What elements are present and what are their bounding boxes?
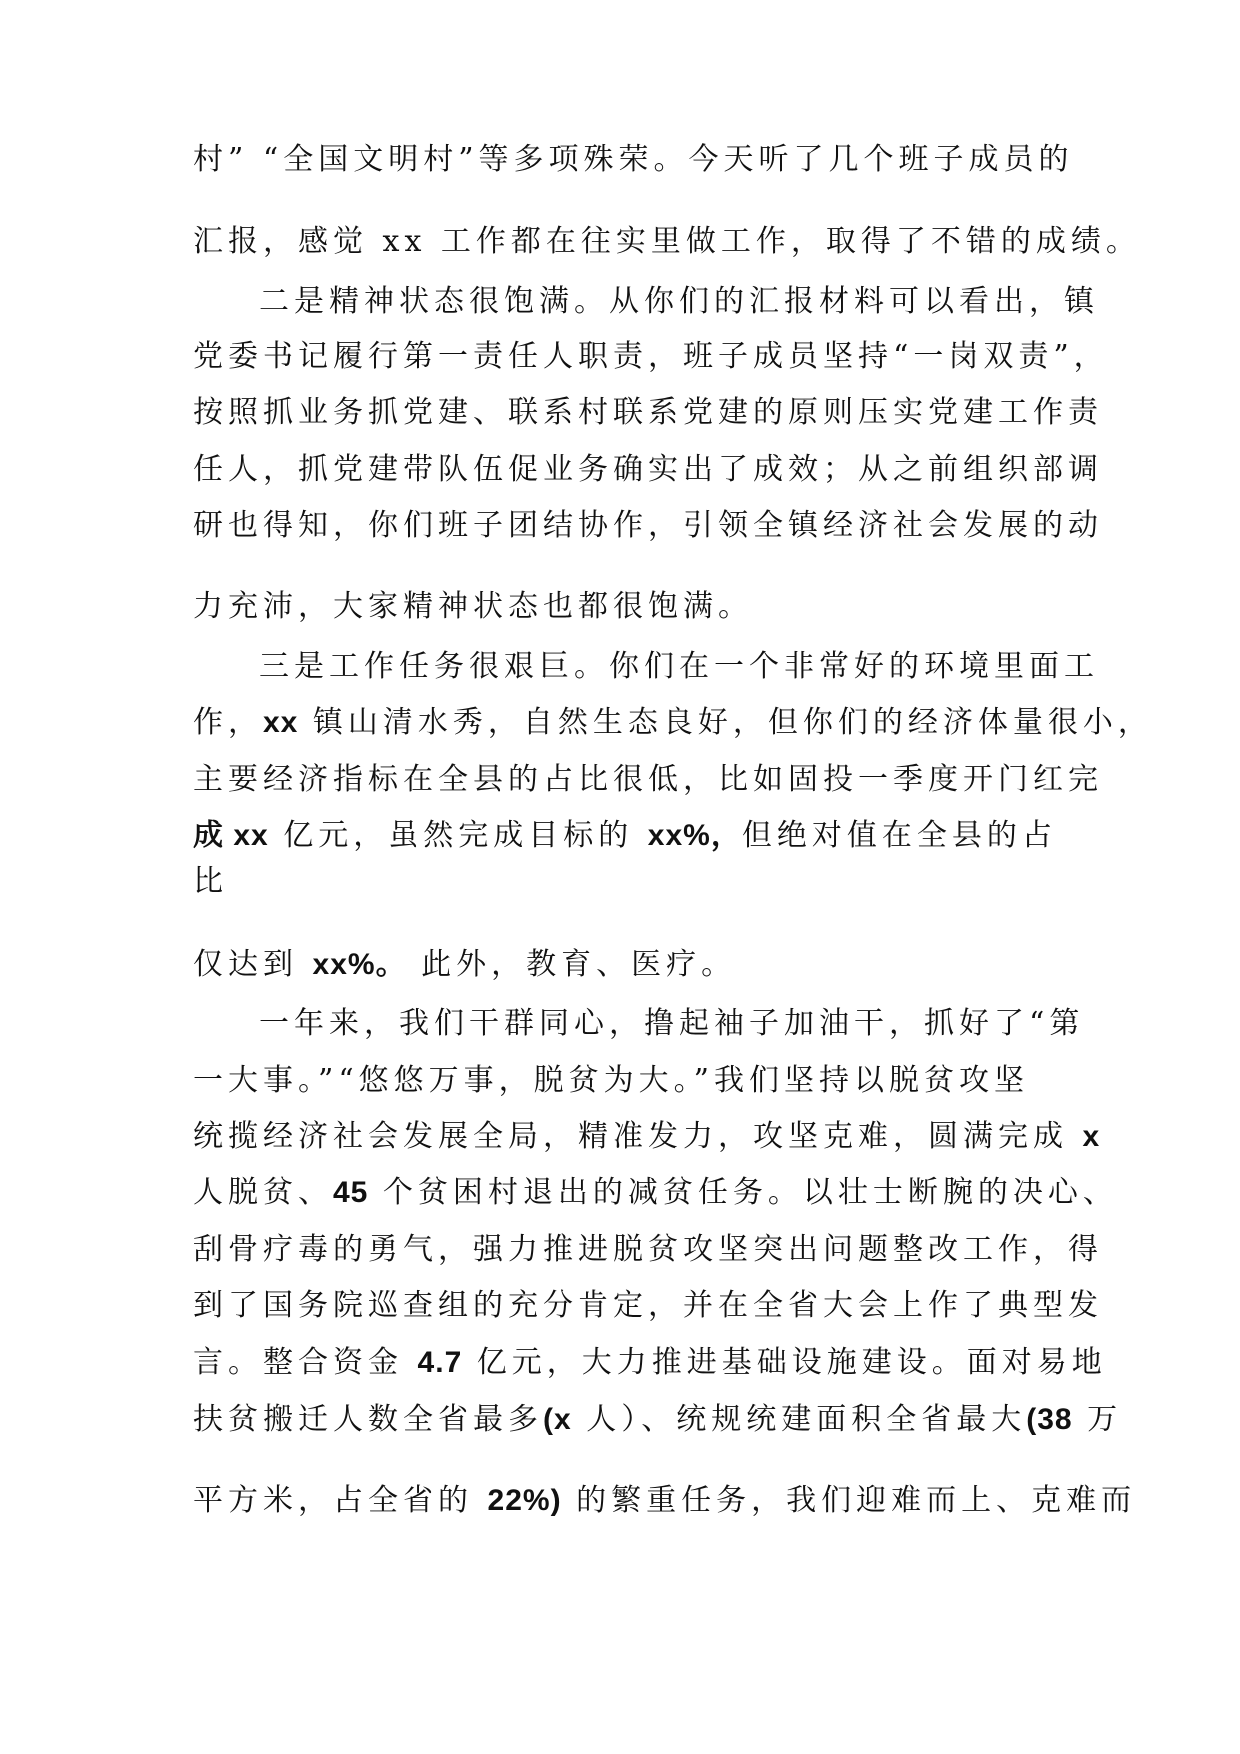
text-line: 成 xx 亿元，虽然完成目标的 xx%，但绝对值在全县的占 — [193, 818, 1057, 853]
text-line: 作，xx 镇山清水秀，自然生态良好，但你们的经济体量很小， — [193, 705, 1153, 740]
text-line: 人脱贫、45 个贫困村退出的减贫任务。以壮士断腕的决心、 — [193, 1175, 1118, 1210]
text-line: 主要经济指标在全县的占比很低，比如固投一季度开门红完 — [193, 762, 1103, 797]
text-line: 言。整合资金 4.7 亿元，大力推进基础设施建设。面对易地 — [193, 1345, 1107, 1380]
text-line: 到了国务院巡查组的充分肯定，并在全省大会上作了典型发 — [193, 1288, 1103, 1323]
paragraph-first-line: 三是工作任务很艰巨。你们在一个非常好的环境里面工 — [259, 649, 1099, 684]
text-line: 汇报，感觉 xx 工作都在往实里做工作，取得了不错的成绩。 — [193, 224, 1141, 259]
text-line: 统揽经济社会发展全局，精准发力，攻坚克难，圆满完成 x — [193, 1119, 1101, 1154]
text-line: 扶贫搬迁人数全省最多(x 人）、统规统建面积全省最大(38 万 — [193, 1402, 1123, 1437]
paragraph-first-line: 一年来，我们干群同心，撸起袖子加油干，抓好了“第 — [259, 1006, 1085, 1041]
text-line: 比 — [193, 864, 228, 899]
text-line: 党委书记履行第一责任人职责，班子成员坚持“一岗双责”， — [193, 339, 1109, 374]
text-line: 村” “全国文明村”等多项殊荣。今天听了几个班子成员的 — [193, 142, 1074, 177]
text-line: 按照抓业务抓党建、联系村联系党建的原则压实党建工作责 — [193, 395, 1103, 430]
text-line: 仅达到 xx%。 此外，教育、医疗。 — [193, 947, 737, 982]
text-line: 研也得知，你们班子团结协作，引领全镇经济社会发展的动 — [193, 508, 1103, 543]
paragraph-first-line: 二是精神状态很饱满。从你们的汇报材料可以看出，镇 — [259, 284, 1099, 319]
text-line: 任人，抓党建带队伍促业务确实出了成效；从之前组织部调 — [193, 452, 1103, 487]
text-line: 一大事。”“悠悠万事，脱贫为大。”我们坚持以脱贫攻坚 — [193, 1063, 1030, 1098]
text-line: 刮骨疗毒的勇气，强力推进脱贫攻坚突出问题整改工作，得 — [193, 1232, 1103, 1267]
text-line: 力充沛，大家精神状态也都很饱满。 — [193, 589, 753, 624]
text-line: 平方米，占全省的 22%) 的繁重任务，我们迎难而上、克难而 — [193, 1483, 1137, 1518]
